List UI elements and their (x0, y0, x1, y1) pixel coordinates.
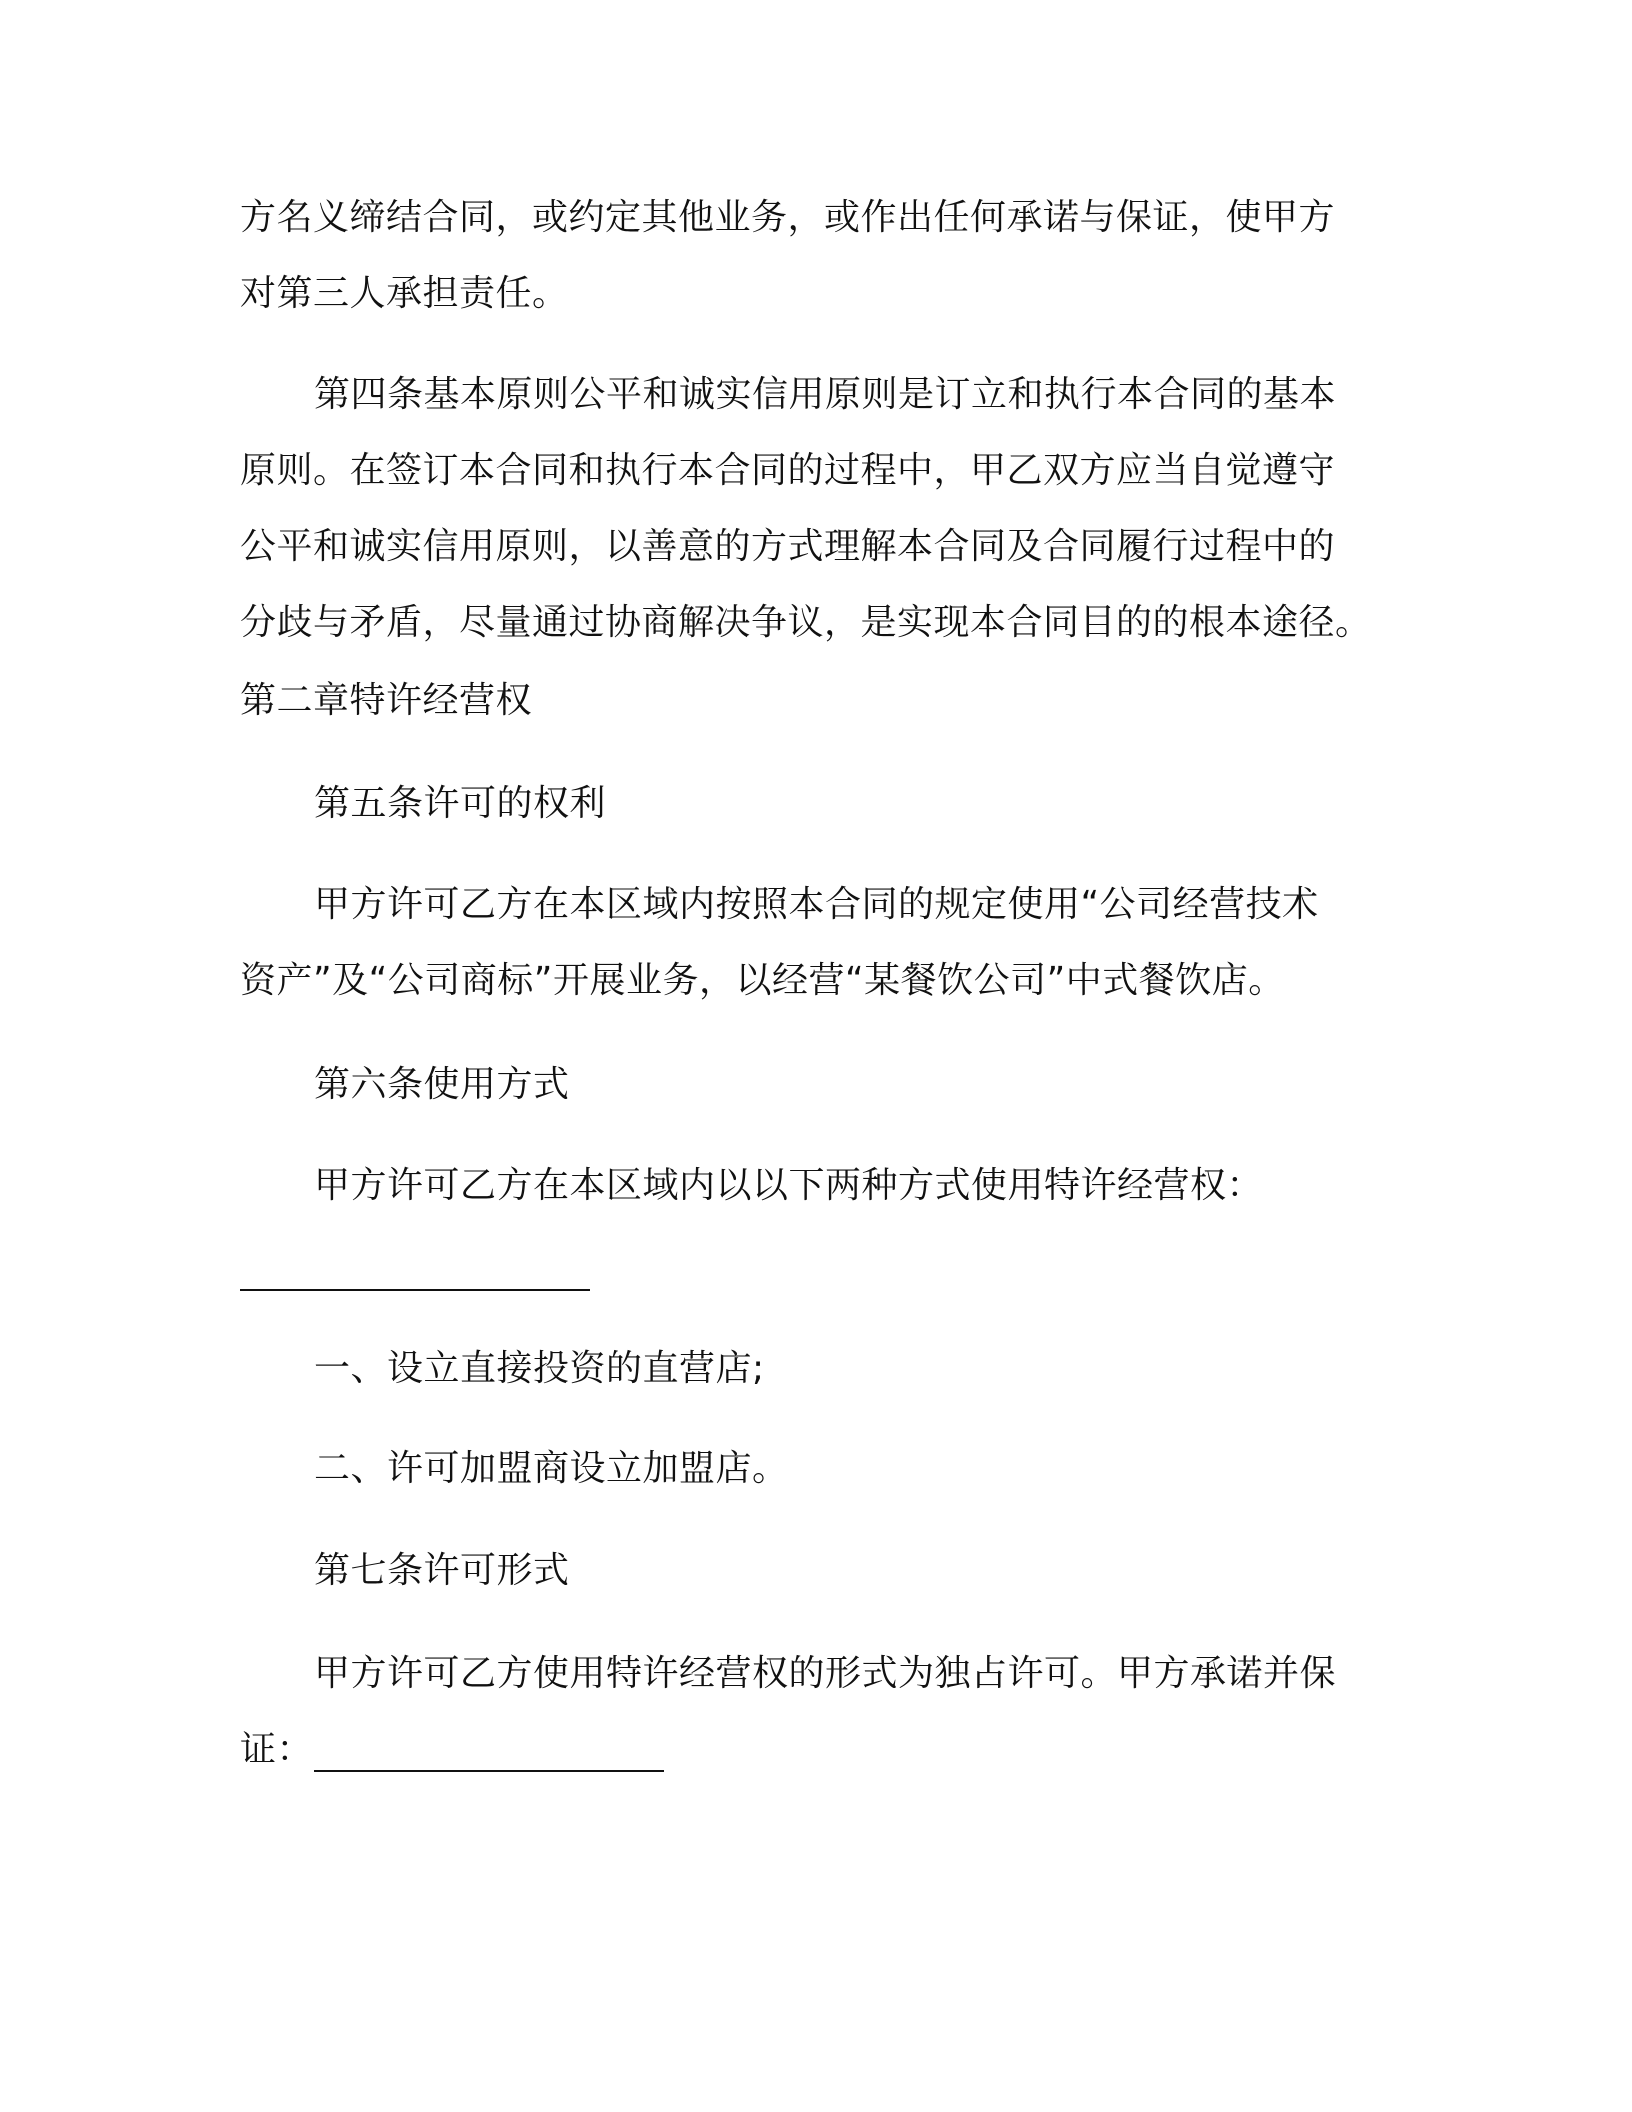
article-5-line-2: 资产”及“公司商标”开展业务，以经营“某餐饮公司”中式餐饮店。 (240, 960, 1285, 1001)
article-4-line-4: 分歧与矛盾，尽量通过协商解决争议，是实现本合同目的的根本途径。 (240, 602, 1372, 643)
blank-fill-line-1 (240, 1289, 590, 1291)
article-4-line-1: 第四条基本原则公平和诚实信用原则是订立和执行本合同的基本 (314, 374, 1337, 415)
article-6-line-1: 甲方许可乙方在本区域内以以下两种方式使用特许经营权： (314, 1165, 1264, 1206)
article-4-line-3: 公平和诚实信用原则，以善意的方式理解本合同及合同履行过程中的 (240, 526, 1336, 567)
article-7-line-2: 证： (240, 1729, 314, 1770)
article-5-line-1: 甲方许可乙方在本区域内按照本合同的规定使用“公司经营技术 (314, 884, 1319, 925)
article-5-heading: 第五条许可的权利 (314, 783, 607, 824)
article-6-item-1: 一、设立直接投资的直营店; (314, 1348, 765, 1389)
article-7-heading: 第七条许可形式 (314, 1550, 570, 1591)
article-4-line-2: 原则。在签订本合同和执行本合同的过程中，甲乙双方应当自觉遵守 (240, 450, 1336, 491)
article-6-heading: 第六条使用方式 (314, 1064, 570, 1105)
chapter-2-heading: 第二章特许经营权 (240, 680, 533, 721)
paragraph-line-1: 方名义缔结合同，或约定其他业务，或作出任何承诺与保证，使甲方 (240, 197, 1336, 238)
blank-fill-line-2 (314, 1770, 664, 1772)
article-7-line-1: 甲方许可乙方使用特许经营权的形式为独占许可。甲方承诺并保 (314, 1653, 1337, 1694)
paragraph-line-2: 对第三人承担责任。 (240, 273, 569, 314)
article-6-item-2: 二、许可加盟商设立加盟店。 (314, 1448, 789, 1489)
